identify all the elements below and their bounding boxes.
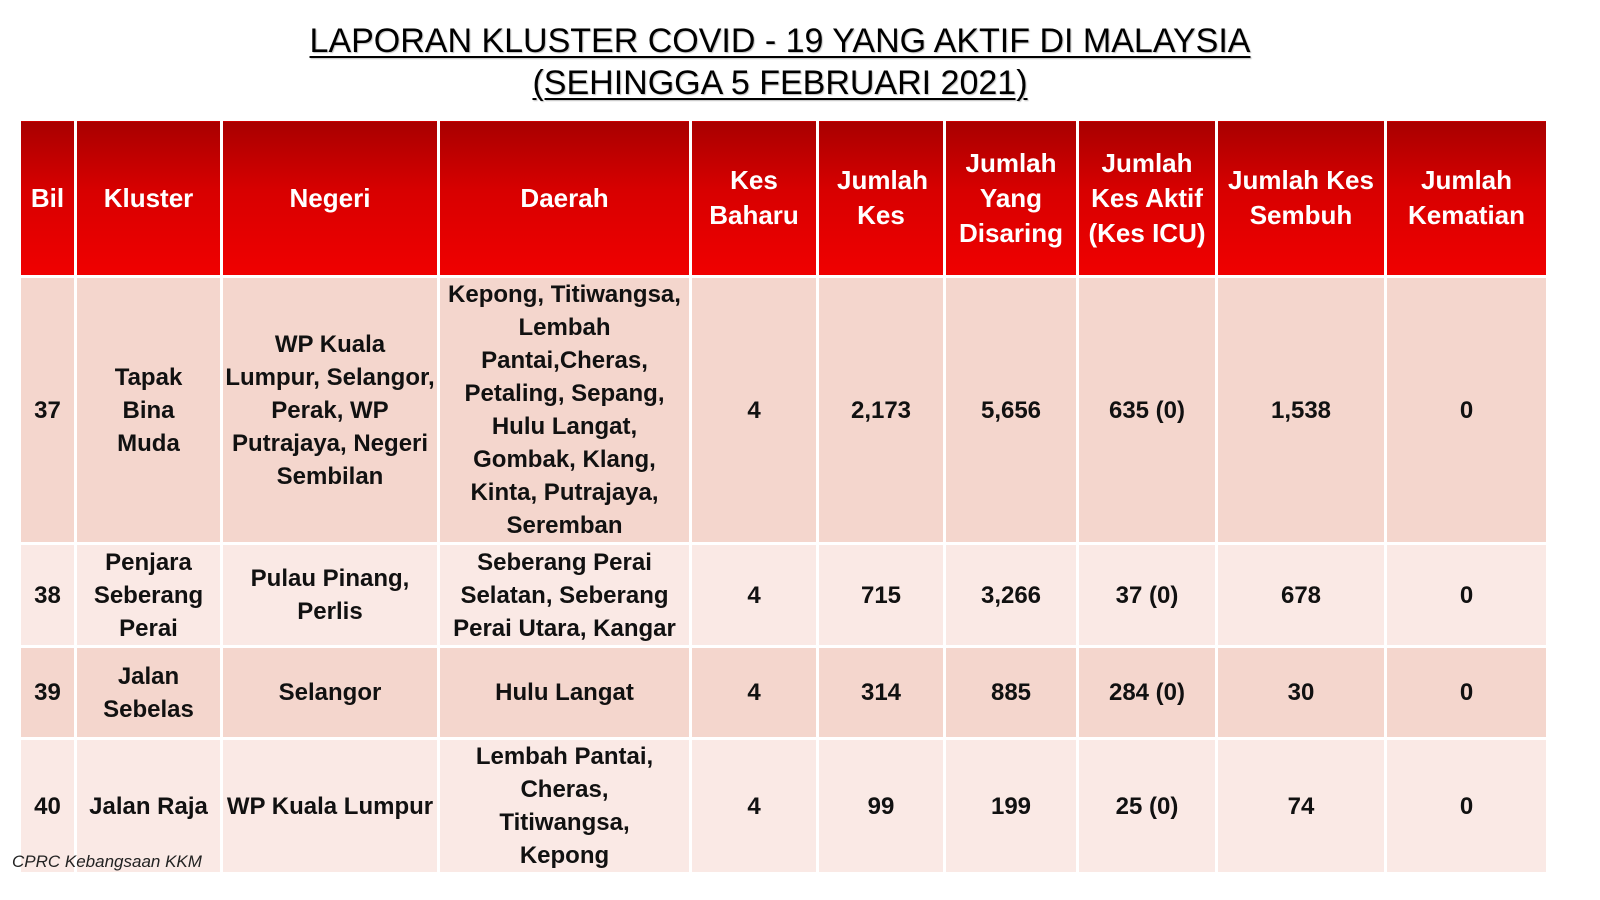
source-footer: CPRC Kebangsaan KKM (12, 852, 202, 871)
cell-jumlah-kes: 715 (818, 544, 945, 647)
cell-kes-sembuh: 30 (1217, 647, 1386, 739)
header-kes-sembuh: Jumlah Kes Sembuh (1217, 120, 1386, 277)
table-header-row (20, 120, 1548, 277)
cell-daerah: Lembah Pantai, Cheras, Titiwangsa, Kepong (439, 739, 691, 874)
title-line-2: (SEHINGGA 5 FEBRUARI 2021) (532, 64, 1028, 102)
header-kematian: Jumlah Kematian (1386, 120, 1548, 277)
cell-kes-sembuh: 1,538 (1217, 277, 1386, 544)
cell-bil: 39 (20, 647, 76, 739)
cell-bil: 38 (20, 544, 76, 647)
cell-kematian: 0 (1386, 739, 1548, 874)
cell-kluster: Jalan Sebelas (76, 647, 222, 739)
cell-kes-aktif: 284 (0) (1078, 647, 1217, 739)
title-line-1: LAPORAN KLUSTER COVID - 19 YANG AKTIF DI MALAYSIA (309, 22, 1251, 60)
cell-daerah: Kepong, Titiwangsa, Lembah Pantai,Cheras, Petaling, Sepang, Hulu Langat, Gombak, Klang, Kinta, Putrajaya, Seremban (439, 277, 691, 544)
table-row (20, 739, 1548, 874)
cell-bil: 40 (20, 739, 76, 874)
header-jumlah-kes: Jumlah Kes (818, 120, 945, 277)
cell-kes-baharu: 4 (691, 544, 818, 647)
cell-negeri: WP Kuala Lumpur (222, 739, 439, 874)
cell-kes-aktif: 635 (0) (1078, 277, 1217, 544)
cell-jumlah-kes: 2,173 (818, 277, 945, 544)
header-kes-baharu: Kes Baharu (691, 120, 818, 277)
cell-kluster: Jalan Raja (76, 739, 222, 874)
cell-kes-aktif: 25 (0) (1078, 739, 1217, 874)
cell-kes-baharu: 4 (691, 739, 818, 874)
cell-kes-baharu: 4 (691, 277, 818, 544)
cell-kematian: 0 (1386, 544, 1548, 647)
cell-jumlah-kes: 99 (818, 739, 945, 874)
header-kluster: Kluster (76, 120, 222, 277)
cell-negeri: Pulau Pinang, Perlis (222, 544, 439, 647)
cell-negeri: Selangor (222, 647, 439, 739)
cell-daerah: Hulu Langat (439, 647, 691, 739)
cell-kluster: Penjara Seberang Perai (76, 544, 222, 647)
cell-jumlah-disaring: 885 (945, 647, 1078, 739)
cell-jumlah-kes: 314 (818, 647, 945, 739)
cell-kes-aktif: 37 (0) (1078, 544, 1217, 647)
table-row (20, 544, 1548, 647)
cell-kes-sembuh: 74 (1217, 739, 1386, 874)
header-daerah: Daerah (439, 120, 691, 277)
table-row (20, 647, 1548, 739)
header-kes-aktif: Jumlah Kes Aktif (Kes ICU) (1078, 120, 1217, 277)
cell-jumlah-disaring: 3,266 (945, 544, 1078, 647)
header-bil: Bil (20, 120, 76, 277)
cell-kluster: Tapak Bina Muda (76, 277, 222, 544)
cell-jumlah-disaring: 199 (945, 739, 1078, 874)
report-title (0, 20, 1560, 104)
table-row (20, 277, 1548, 544)
cell-kematian: 0 (1386, 277, 1548, 544)
cell-bil: 37 (20, 277, 76, 544)
cell-negeri: WP Kuala Lumpur, Selangor, Perak, WP Putrajaya, Negeri Sembilan (222, 277, 439, 544)
cell-kematian: 0 (1386, 647, 1548, 739)
cell-kes-baharu: 4 (691, 647, 818, 739)
header-jumlah-disaring: Jumlah Yang Disaring (945, 120, 1078, 277)
cell-kes-sembuh: 678 (1217, 544, 1386, 647)
cluster-table (18, 118, 1549, 875)
header-negeri: Negeri (222, 120, 439, 277)
cell-jumlah-disaring: 5,656 (945, 277, 1078, 544)
cell-daerah: Seberang Perai Selatan, Seberang Perai Utara, Kangar (439, 544, 691, 647)
